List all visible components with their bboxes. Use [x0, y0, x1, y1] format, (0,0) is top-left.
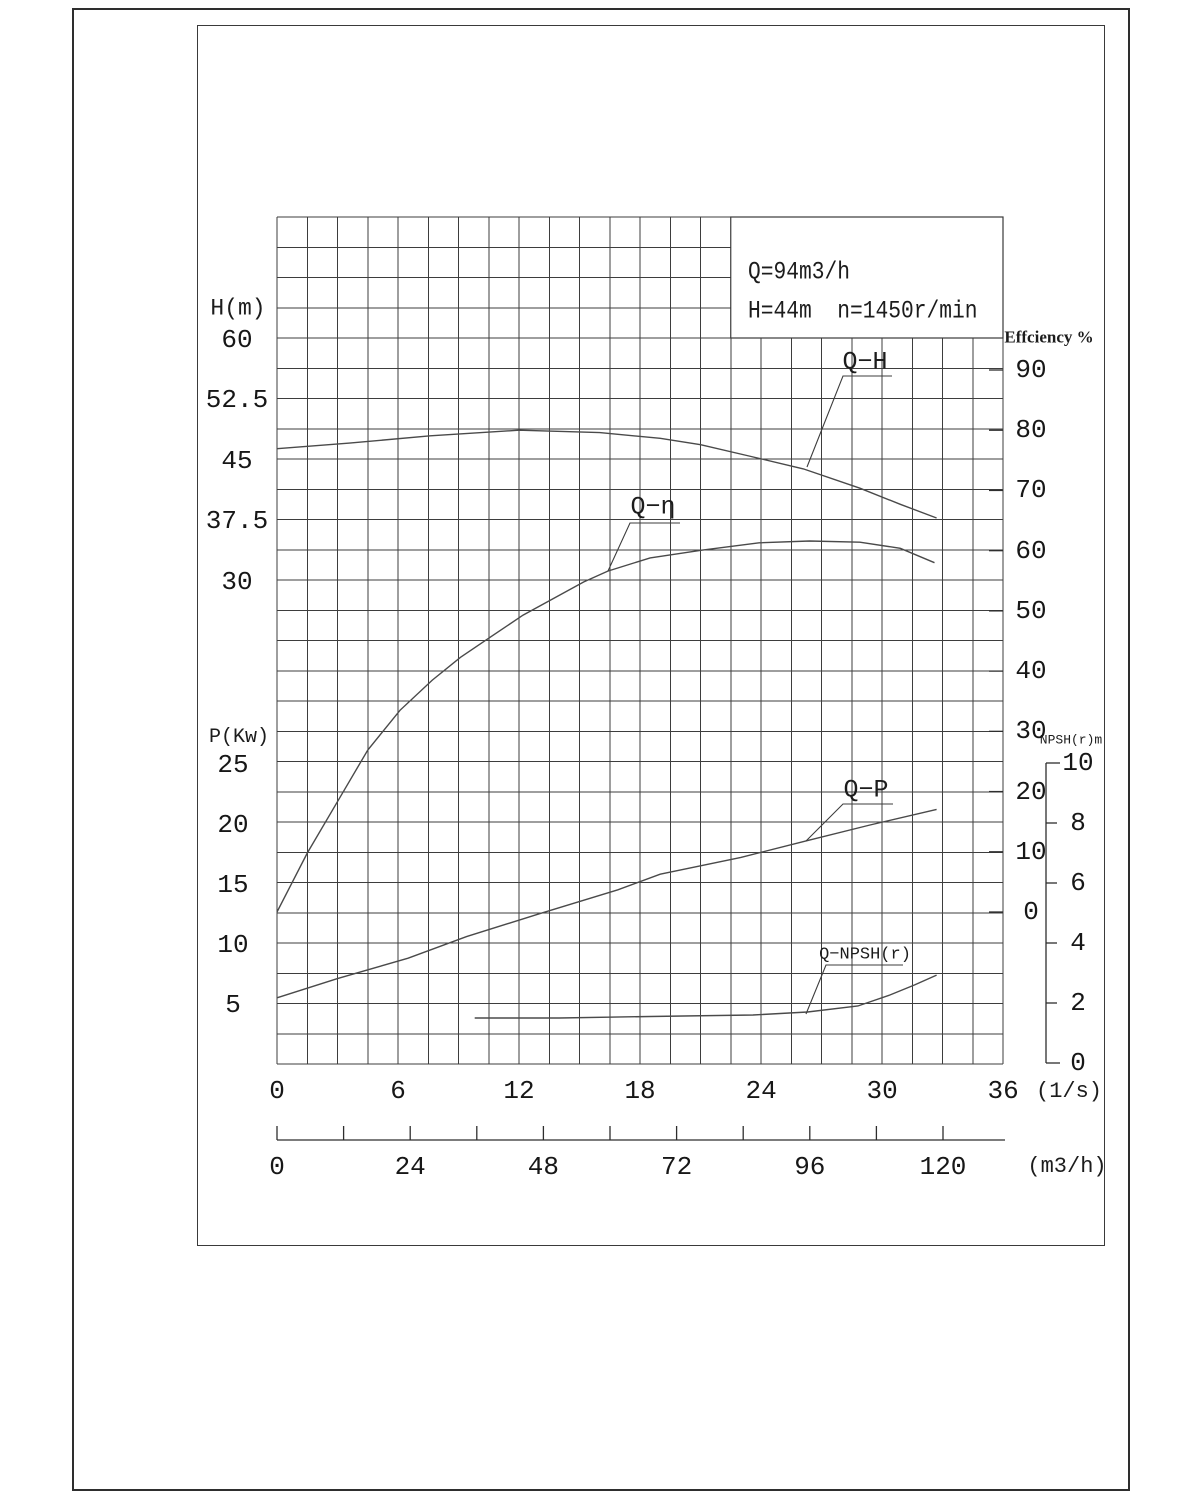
- head-axis-tick-label: 60: [221, 325, 253, 355]
- efficiency-axis-tick-label: 50: [1015, 595, 1047, 626]
- head-axis-title: H(m): [210, 295, 266, 322]
- efficiency-axis-tick-label: 20: [1015, 776, 1047, 807]
- flow-ls-tick-label: 30: [866, 1076, 898, 1106]
- curve-label-qh: Q−H: [842, 347, 888, 377]
- flow-ls-tick-label: 36: [987, 1076, 1019, 1106]
- efficiency-axis-tick-label: 90: [1015, 355, 1047, 385]
- head-axis-tick-label: 52.5: [205, 385, 269, 416]
- flow-m3h-tick-label: 0: [269, 1152, 285, 1182]
- flow-m3h-tick-label: 120: [919, 1152, 967, 1182]
- flow-m3h-tick-label: 24: [394, 1152, 426, 1182]
- head-axis-tick-label: 45: [221, 445, 253, 476]
- flow-m3h-tick-label: 72: [660, 1152, 693, 1182]
- flow-ls-unit-label: (1/s): [1035, 1079, 1103, 1104]
- head-axis-tick-label: 30: [221, 566, 253, 597]
- flow-m3h-unit-label: (m3/h): [1027, 1154, 1107, 1179]
- efficiency-axis-tick-label: 0: [1023, 897, 1039, 927]
- flow-ls-tick-label: 0: [269, 1076, 285, 1106]
- power-axis-title: P(Kw): [208, 726, 270, 749]
- grid-lines: [277, 217, 1003, 1064]
- efficiency-axis-tick-label: 80: [1015, 415, 1047, 446]
- npsh-axis-tick-label: 6: [1070, 868, 1086, 898]
- power-axis-tick-label: 5: [225, 990, 241, 1020]
- efficiency-axis-tick-label: 10: [1015, 836, 1047, 867]
- rated-flow-text: Q=94m3/h: [748, 257, 851, 287]
- performance-curves: [277, 430, 937, 1018]
- efficiency-axis-tick-label: 30: [1015, 716, 1047, 747]
- curve-P: [277, 809, 937, 997]
- flow-ls-tick-label: 12: [503, 1076, 535, 1106]
- curve-label-qeta: Q−η: [630, 492, 676, 522]
- efficiency-axis-tick-label: 60: [1015, 535, 1047, 566]
- flow-m3h-tick-label: 48: [527, 1152, 559, 1182]
- power-axis-tick-label: 25: [217, 750, 249, 780]
- npsh-axis-tick-label: 2: [1070, 988, 1086, 1018]
- curve-label-qp: Q−P: [843, 775, 889, 805]
- curve-N: [475, 975, 937, 1018]
- npsh-axis-tick-label: 4: [1070, 928, 1086, 958]
- head-axis-tick-label: 37.5: [205, 506, 269, 537]
- curve-label-leader-lines: [608, 376, 903, 1014]
- flow-ls-tick-label: 24: [745, 1076, 777, 1106]
- efficiency-axis-tick-label: 40: [1015, 656, 1047, 687]
- curve-H: [277, 430, 937, 522]
- flow-m3h-tick-label: 96: [794, 1152, 826, 1182]
- rated-head-speed-text: H=44m n=1450r/min: [748, 296, 978, 326]
- power-axis-tick-label: 15: [217, 870, 249, 900]
- efficiency-axis-title: Effciency %: [1004, 327, 1094, 347]
- flow-ls-tick-label: 18: [624, 1076, 656, 1106]
- power-axis-tick-label: 10: [217, 930, 249, 960]
- efficiency-axis-tick-label: 70: [1015, 475, 1047, 506]
- npsh-axis-tick-label: 8: [1070, 808, 1086, 838]
- npsh-axis-title: NPSH(r)m: [1039, 732, 1103, 748]
- power-axis-tick-label: 20: [217, 810, 249, 840]
- npsh-axis-tick-label: 0: [1070, 1048, 1086, 1078]
- curve-E: [277, 541, 935, 912]
- npsh-axis-tick-label: 10: [1062, 748, 1094, 778]
- flow-ls-tick-label: 6: [390, 1076, 406, 1106]
- curve-label-qnpsh: Q−NPSH(r): [819, 945, 911, 965]
